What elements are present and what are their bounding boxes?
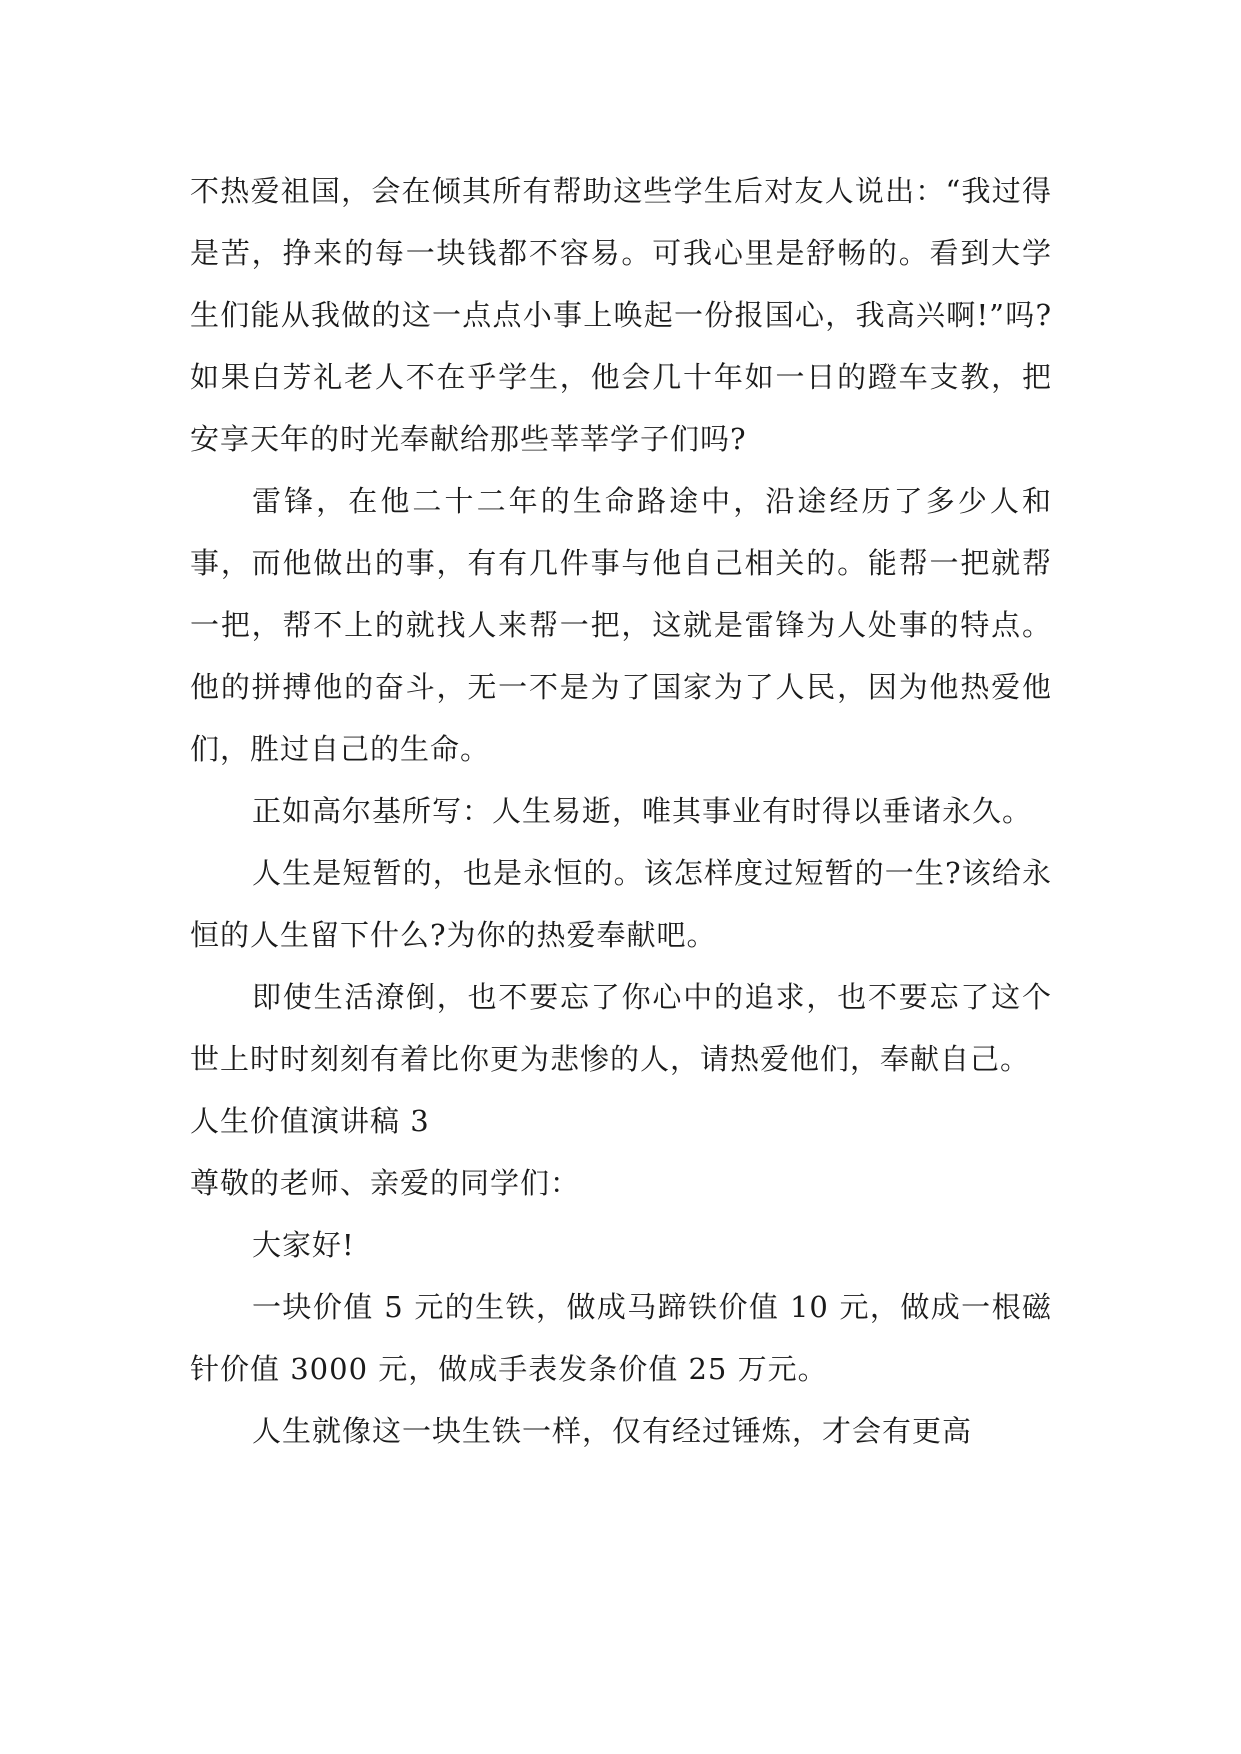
paragraph-leifeng: 雷锋，在他二十二年的生命路途中，沿途经历了多少人和事，而他做出的事，有有几件事与他自己相关的。能帮一把就帮一把，帮不上的就找人来帮一把，这就是雷锋为人处事的特点。他的拼搏他的奋斗，无一不是为了国家为了人民，因为他热爱他们，胜过自己的生命。 [190, 484, 1052, 766]
paragraph-life-like-iron: 人生就像这一块生铁一样，仅有经过锤炼，才会有更高 [252, 1414, 973, 1448]
paragraph-iron-value: 一块价值 5 元的生铁，做成马蹄铁价值 10 元，做成一根磁针价值 3000 元，做成手表发条价值 25 万元。 [190, 1290, 1052, 1386]
document-body [190, 160, 1052, 1462]
paragraph-life-short: 人生是短暂的，也是永恒的。该怎样度过短暂的一生?该给永恒的人生留下什么?为你的热爱奉献吧。 [190, 856, 1052, 952]
paragraph-gorky-quote: 正如高尔基所写：人生易逝，唯其事业有时得以垂诸永久。 [252, 794, 1033, 828]
section-heading: 人生价值演讲稿 3 [190, 1104, 430, 1138]
paragraph-even-if: 即使生活潦倒，也不要忘了你心中的追求，也不要忘了这个世上时时刻刻有着比你更为悲惨的人，请热爱他们，奉献自己。 [190, 980, 1052, 1076]
paragraph-continuation: 不热爱祖国，会在倾其所有帮助这些学生后对友人说出：“我过得是苦，挣来的每一块钱都不容易。可我心里是舒畅的。看到大学生们能从我做的这一点点小事上唤起一份报国心，我高兴啊!”吗?如果白芳礼老人不在乎学生，他会几十年如一日的蹬车支教，把安享天年的时光奉献给那些莘莘学子们吗? [190, 174, 1052, 456]
salutation: 尊敬的老师、亲爱的同学们： [190, 1166, 581, 1200]
greeting: 大家好! [252, 1228, 355, 1262]
